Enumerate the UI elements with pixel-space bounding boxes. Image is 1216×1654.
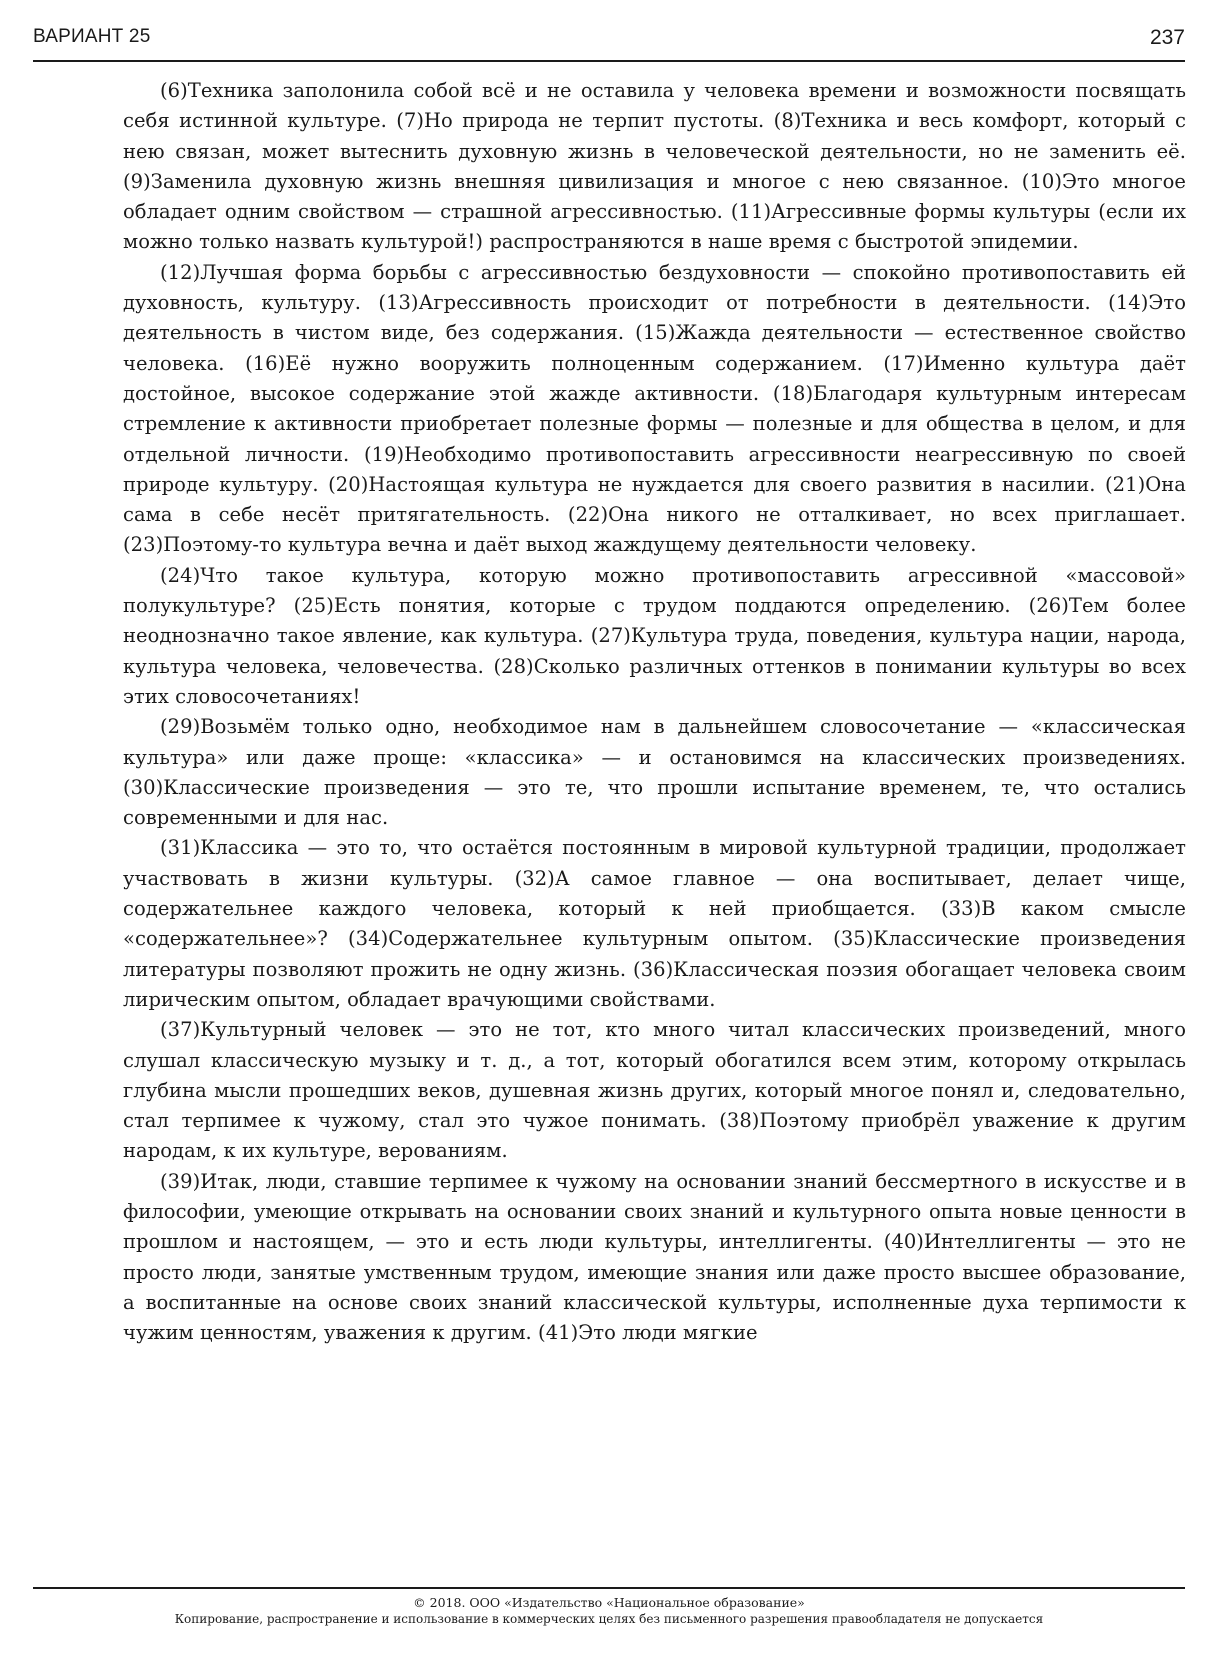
body-text [123, 76, 1186, 1348]
page-number: 237 [1149, 26, 1185, 49]
paragraph: (29)Возьмём только одно, необходимое нам в дальнейшем словосочетание — «классическая культура» или даже проще: «классика» — и остановимся на классических произведениях. (30)Классические произведения — это те, что прошли испытание временем, те, что остались современными и для нас. [123, 715, 1186, 830]
variant-title: ВАРИАНТ 25 [33, 26, 151, 47]
page-footer [33, 1587, 1185, 1627]
copyright-notice: Копирование, распространение и использование в коммерческих целях без письменного разрешения правообладателя не допускается [174, 1612, 1044, 1626]
paragraph: (24)Что такое культура, которую можно противопоставить агрессивной «массовой» полукультуре? (25)Есть понятия, которые с трудом поддаются определению. (26)Тем более неоднозначно такое явление, как культура. (27)Культура труда, поведения, культура нации, народа, культура человека, человечества. (28)Сколько различных оттенков в понимании культуры во всех этих словосочетаниях! [123, 563, 1186, 708]
paragraph: (12)Лучшая форма борьбы с агрессивностью бездуховности — спокойно противопоставить ей духовность, культуру. (13)Агрессивность происходит от потребности в деятельности. (14)Это деятельность в чистом виде, без содержания. (15)Жажда деятельности — естественное свойство человека. (16)Её нужно вооружить полноценным содержанием. (17)Именно культура даёт достойное, высокое содержание этой жажде активности. (18)Благодаря культурным интересам стремление к активности приобретает полезные формы — полезные и для общества в целом, и для отдельной личности. (19)Необходимо противопоставить агрессивности неагрессивную по своей природе культуру. (20)Настоящая культура не нуждается для своего развития в насилии. (21)Она сама в себе несёт притягательность. (22)Она никого не отталкивает, но всех приглашает. (23)Поэтому-то культура вечна и даёт выход жаждущему деятельности человеку. [123, 260, 1186, 557]
page-header [33, 22, 1185, 62]
paragraph: (6)Техника заполонила собой всё и не оставила у человека времени и возможности посвящать себя истинной культуре. (7)Но природа не терпит пустоты. (8)Техника и весь комфорт, который с нею связан, может вытеснить духовную жизнь в человеческой деятельности, но не заменить её. (9)Заменила духовную жизнь внешняя цивилизация и многое с нею связанное. (10)Это многое обладает одним свойством — страшной агрессивностью. (11)Агрессивные формы культуры (если их можно только назвать культурой!) распространяются в наше время с быстротой эпидемии. [123, 79, 1186, 254]
paragraph: (39)Итак, люди, ставшие терпимее к чужому на основании знаний бессмертного в искусстве и в философии, умеющие открывать на основании своих знаний и культурного опыта новые ценности в прошлом и настоящем, — это и есть люди культуры, интеллигенты. (40)Интеллигенты — это не просто люди, занятые умственным трудом, имеющие знания или даже просто высшее образование, а воспитанные на основе своих знаний классической культуры, исполненные духа терпимости к чужим ценностям, уважения к другим. (41)Это люди мягкие [123, 1169, 1186, 1345]
paragraph: (31)Классика — это то, что остаётся постоянным в мировой культурной традиции, продолжает участвовать в жизни культуры. (32)А самое главное — она воспитывает, делает чище, содержательнее каждого человека, который к ней приобщается. (33)В каком смысле «содержательнее»? (34)Содержательнее культурным опытом. (35)Классические произведения литературы позволяют прожить не одну жизнь. (36)Классическая поэзия обогащает человека своим лирическим опытом, обладает врачующими свойствами. [123, 836, 1186, 1011]
copyright-line: © 2018. ООО «Издательство «Национальное образование» [413, 1595, 805, 1610]
paragraph: (37)Культурный человек — это не тот, кто много читал классических произведений, много слушал классическую музыку и т. д., а тот, который обогатился всем этим, которому открылась глубина мысли прошедших веков, душевная жизнь других, который многое понял и, следовательно, стал терпимее к чужому, стал это чужое понимать. (38)Поэтому приобрёл уважение к другим народам, к их культуре, верованиям. [123, 1018, 1186, 1163]
